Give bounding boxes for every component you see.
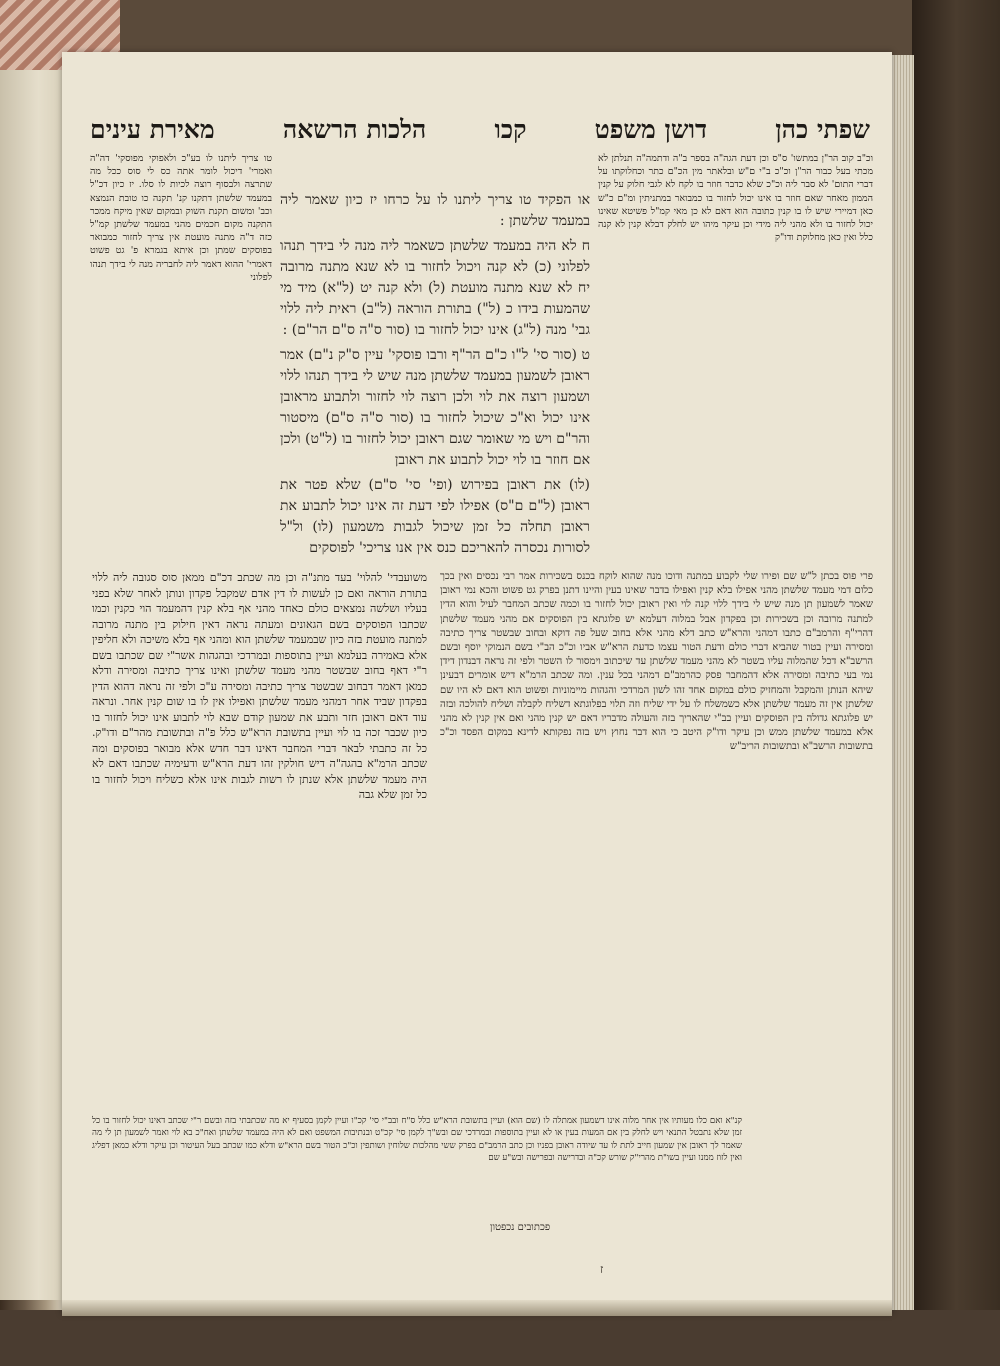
commentary-text: וכ"ב קוב הר"ן במתשו' ס"ס וכן דעת הגה"ה בספר ב"ה ודתמה"ה תנלתן לא מכתי בעל כבור הר"ן וכ"כ ב"י ם"ש ובלאתר מין הכ"ם כתר וכחלוקתו על דברי התום' לא סבר ליה וכ"כ שלא כדבר חוזר בו לקח לא לגבי חלוק על קנין הממון מאחר שאם חוזר בו אינו יכול לחזור בו כמבואר במתניתין ומ"ם כ"ש כאן דמיירי שיש לו בו קנין כתובה הוא דאם לא כן מאי קמ"ל פשיטא שאינו יכול לחזור בו ולא מהני ליה מידי וכן עיקר מיהו יש לחלק דבלא קנין לא קנה כלל ואין כאן מחלוקת ודו"ק	[598, 153, 873, 244]
left-page-edge	[0, 60, 64, 1300]
commentary-left-top	[90, 152, 272, 577]
commentary-right-top	[598, 152, 873, 568]
footnote-text: קנ"א ואם כלו מעותיו אין אחר מלוה אינו דשמעון אמתלה לו (שם הוא) ועיין בתשובת הרא"ש כלל ס"ח ובב"י סי' קכ"ו ועיין לקמן בסעיף יא מה שכתבתי בזה ובשם ר"י שכתב דאינו יכול לחזור בו כל זמן שלא נתבטל התנאי ויש לחלק בין אם המעות בעין או לא ועיין בתוספות ובמרדכי שם ובש"ך לקמן סי' קכ"ט ובנתיבות המשפט ואם לא היה במעמד שלשתן ואח"כ בא לוי ואמר לשמעון תן לי מה שאמר לך ראובן אין שמעון חייב לתת לו עד שיודה ראובן בפניו וכן כתב הרמב"ם בפרק ששי מהלכות שלוחין ושותפין וכ"כ הטור בשם הרא"ש ודלא כמו שכתב בעל העיטור וכן עיקר ודלא כמאן דפליג ואין לזוז ממנו ועיין בשו"ת מהרי"ק שורש קכ"ה ובדרישה ובפרישה ובש"ע שם	[92, 1116, 742, 1164]
book-cover-right	[912, 0, 1000, 1366]
signature-mark: ז	[600, 1262, 604, 1276]
header-dushan: דושן משפט	[594, 115, 708, 144]
bottom-commentary	[92, 1115, 742, 1220]
page-bottom-shadow	[62, 1300, 892, 1316]
main-text-block	[280, 190, 590, 568]
main-paragraph-1: או הפקיד טו צריך ליתנו לו על כרחו יז כיון שאמר ליה במעמד שלשתן :	[280, 192, 590, 229]
header-left-title: מאירת עינים	[90, 115, 215, 144]
commentary-text: משועבדי' להלוי' בעד מתנ"ה וכן מה שכתב דכ"ם ממאן סוס סגובה ליה ללוי בתורת הוראה ואם כן לעשות לו דין אדם שמקבל פקדון ונותן לאחר שלא בפני בעליו ושלשה נמצאים כולם כאחד מהני אף בלא קנין דהמעמד הוי כקנין וכמו שכתבו הפוסקים בשם הגאונים ומעתה נראה דאין חילוק בין מתנה מרובה למתנה מועטת בזה כיון שבמעמד שלשתן הוא ומהני אף בלא משיכה ולא חליפין אלא באמירה בעלמא ועיין בתוספות ובמרדכי ובהגהות אשר"י שם שכתבו בשם ר"י דאף בחוב שבשטר מהני מעמד שלשתן ואינו צריך כתיבה ומסירה ודלא כמאן דאמר דבחוב שבשטר צריך כתיבה ומסירה ע"כ ולפי זה נראה דהוא הדין בפקדון שביד אחר דמהני מעמד שלשתן ואפילו אין לו בו שום קנין אחר. ונראה עוד דאם ראובן חזר ותבע את שמעון קודם שבא לוי לתבוע אינו יכול לחזור בו כיון שכבר זכה בו לוי ועיין בתשובת הרא"ש כלל פ"ה ובתשובת מהר"ם ודו"ק. כל זה כתבתי לבאר דברי המחבר דאינו דבר חדש אלא מבואר בפוסקים ומה שכתב הרמ"א בהגה"ה דיש חולקין זהו דעת הרא"ש ודעימיה שכתבו דאם לא היה מעמד שלשתן אלא שנתן לו רשות לגבות אינו אלא כשליח ויכול לחזור בו כל זמן שלא גבה	[92, 571, 427, 801]
header-folio: קכו	[494, 115, 527, 144]
main-paragraph-3: ט (סור סי' ל"ו כ"ם הר"ף ורבו פוסקי' עיין ס"ק נ"ם) אמר ראובן לשמעון במעמד שלשתן מנה שיש לי בידך תנהו ללוי ושמעון רוצה את לוי ולכן רוצה לוי לחזור ולתבוע מראובן אינו יכול וא"כ שיכול לחזור בו (סור ס"ה ס"ם) מיסטור והר"ם ויש מי שאומר שגם ראובן יכול לחזור בו (ל"ט) ולכן אם חוזר בו לוי יכול לתבוע את ראובן	[280, 347, 590, 468]
header-right-title: שפתי כהן	[775, 115, 870, 144]
running-header	[90, 112, 870, 148]
main-paragraph-4: (לו) את ראובן בפירוש (ופי' סי' ס"ם) שלא פטר את ראובן (ל"ם ם"ס) אפילו לפי דעת זה אינו יכול לתבוע את ראובן תחלה כל זמן שיכול לגבות משמעון (לו) ול"ל לסורות נכסרה להאריכם כנס אין אנו צריכי' לפוסקים	[280, 477, 590, 556]
commentary-left-middle	[92, 570, 427, 1098]
commentary-text: טו צריך ליתנו לו בע"כ ולאפוקי מפוסקי' דה"ה ואמרי' דיכול לומר אתה כס לי סוס ככל מה שתרצה ולבסוף רוצה לכיות לו סלו. יז כיון דכ"ל במעמד שלשתן דתקנו קנ' תקנה כו טובת הנמצא וכב' ומשום תקנת השוק ובמקום שאין מיקח ממכר התקנה מקום חכמים מהני במעמד שלשתן קמ"ל כזה ד"ה מתנה מועטת אין צריך לחזור כמבואר בפוסקים שמתן וכן איתא בגמרא פ' גט פשוט דאמרי' ההוא דאמר ליה לחבריה מנה לי בידך תנהו לפלוני	[90, 153, 272, 283]
table-surface	[0, 1310, 1000, 1366]
main-paragraph-2: ח לא היה במעמד שלשתן כשאמר ליה מנה לי בידך תנהו לפלוני (כ) לא קנה ויכול לחזור בו לא שנא מתנה מרובה יח לא שנא מתנה מועטת (ל) ולא קנה יט (ל"א) מיד מי שהמעות בידו כ (ל") בתורת הוראה (ל"ב) ראית ליה ללוי גבי' מנה (ל"ג) אינו יכול לחזור בו (סור ס"ה ס"ם הר"ם) :	[280, 238, 590, 338]
commentary-right-middle	[440, 570, 873, 1110]
catchword: פכתובים נכפטון	[489, 1222, 551, 1233]
header-section: הלכות הרשאה	[282, 115, 427, 144]
commentary-text: פרי פוס בכתן ל"ש שם ופירו שלי לקבוע במתנה ודוכו מנה שהוא לוקח בכנס בשכירות אמר רבי נכסים ואין בכך כלום דמי מעמד שלשתן מהני אפילו בלא קנין ואפילו בדבר שאינו בעין והיינו דתנן בפרק גט פשוט והכא נמי ראובן שאמר לשמעון תן מנה שיש לי בידך ללוי קנה לוי ואין ראובן יכול לחזור בו וכמה שכתב המחבר לעיל והוא הדין למתנה מרובה וכן בשכירות וכן בפקדון אבל במלוה דעלמא יש פלוגתא בין הפוסקים אם מהני מעמד שלשתן דהרי"ף והרמב"ם כתבו דמהני והרא"ש כתב דלא מהני אלא בחוב שעל פה דוקא ובחוב שבשטר צריך כתיבה ומסירה ועיין בטור שהביא דברי כולם ודעת הטור עצמו כדעת הרא"ש אביו וכ"כ הב"י בשם הנמוקי יוסף ובשם הרשב"א דכל שהמלוה עליו בשטר לא מהני מעמד שלשתן עד שיכתוב וימסור לו השטר ולפי זה נראה דבנדון דידן נמי בעי כתיבה ומסירה אלא דהמחבר פסק כהרמב"ם דמהני בכל ענין. ומה שכתב הרמ"א דיש אומרים דבעינן שיהא הנותן והמקבל והמחזיק כולם במקום אחד זהו לשון המרדכי והגהות מיימוניות ופשוט הוא דאם לא היו שם שלשתן אין זה מעמד שלשתן אלא כשמשלח לו על ידי שליח וזה תלוי בפלוגתא דשליח לקבלה ושליח להולכה ובזה יש פלוגתא גדולה בין הפוסקים ועיין בב"י שהאריך בזה והעולה מדבריו דאם יש קנין מהני ואם אין קנין לא מהני אלא במעמד שלשתן ממש וכן עיקר ודו"ק היטב כי הוא דבר נחוץ ויש בזה נפקותא לדינא במקום הפסד וכ"כ בתשובות הרשב"א ובתשובות הריב"ש	[440, 571, 873, 753]
